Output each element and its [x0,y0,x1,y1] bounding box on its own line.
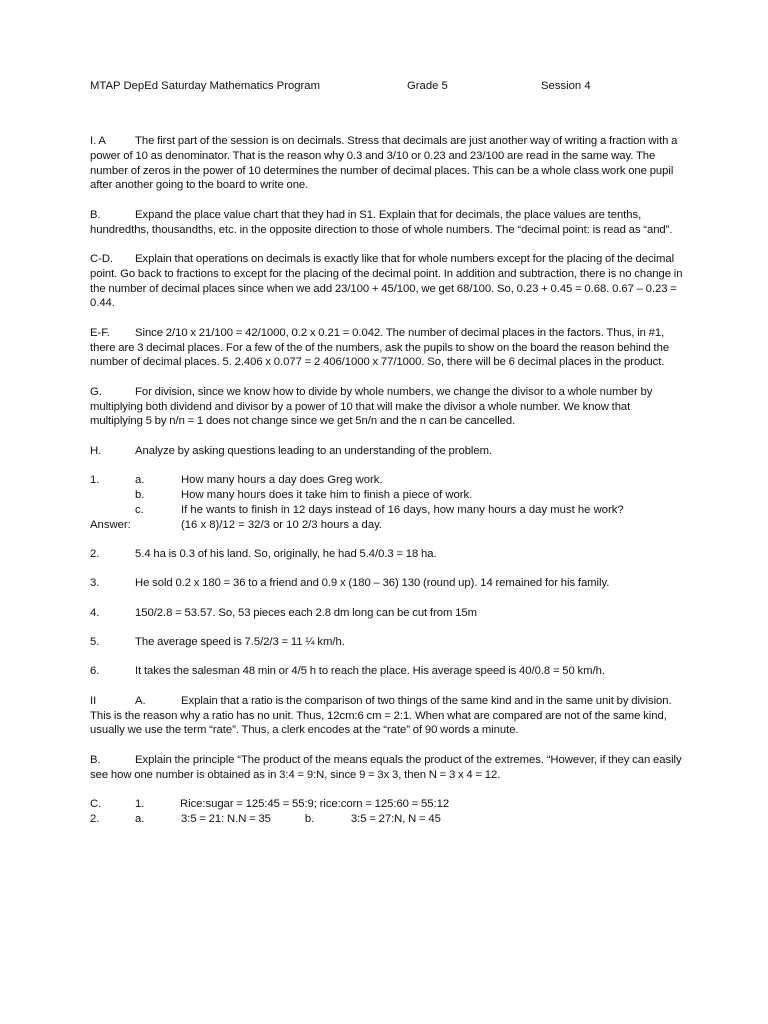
section-label: I. A [90,135,106,147]
item-text: Rice:sugar = 125:45 = 55:9; rice:corn = 125:60 = 55:12 [180,798,450,811]
program-title: MTAP DepEd Saturday Mathematics Program [90,80,321,92]
section-label: II [90,694,97,707]
section-label: G. [90,385,102,398]
item-text: 3:5 = 21: N.N = 35 [181,812,271,825]
section-text: Expand the place value chart that they had in S1. Explain that for decimals, the place values are tenths, hundredths, thousandths, etc. in the opposite direction to those of whole numbers. The “decimal point: is read as “and”. [90,208,673,236]
question-number: 5. [90,636,100,649]
subsection-label: A. [135,694,146,707]
item-letter: a. [135,812,145,825]
section-label: B. [90,208,101,221]
section-label: H. [90,444,102,457]
question-1-answer [90,518,684,533]
section-label: C. [90,798,102,811]
section-ii-a [90,694,684,738]
section-text: For division, since we know how to divide by whole numbers, we change the divisor to a whole number by multiplying both dividend and divisor by a power of 10 that will make the divisor a whole number. We know that multiplying 5 by n/n = 1 does not change since we get 5n/n and the n can be cancelled. [90,385,653,428]
question-number: 1. [90,474,100,487]
question-2 [90,547,684,562]
question-number: 3. [90,577,100,590]
section-text: Explain that operations on decimals is exactly like that for whole numbers except for the placing of the decimal point. Go back to fractions to except for the placing of the decimal point. In addition and subtraction, there is no change in the number of decimal places since when we add 23/100 + 45/100, we get 68/100. So, 0.23 + 0.45 = 0.68. 0.67 – 0.23 = 0.44. [90,252,683,310]
question-1b [90,488,684,503]
section-text: Explain the principle “The product of the means equals the product of the extremes. “However, if they can easily see how one number is obtained as in 3:4 = 9:N, since 9 = 3x 3, then N = 3 x 4 = 12. [90,753,682,781]
page-header [90,79,684,94]
question-4 [90,606,684,621]
question-6 [90,664,684,679]
question-letter: b. [135,488,145,501]
section-text: The first part of the session is on decimals. Stress that decimals are just another way of writing a fraction with a power of 10 as denominator. That is the reason why 0.3 and 3/10 or 0.23 and 23/100 are read in the same way. The number of zeros in the power of 10 determines the number of decimal places. This can be a whole class work one pupil after another going to the board to write one. [90,135,678,192]
question-text: If he wants to finish in 12 days instead of 16 days, how many hours a day must he work? [181,503,624,516]
question-text: 150/2.8 = 53.57. So, 53 pieces each 2.8 dm long can be cut from 15m [135,606,477,619]
question-letter: c. [135,503,144,516]
question-text: He sold 0.2 x 180 = 36 to a friend and 0.9 x (180 – 36) 130 (round up). 14 remained for his family. [135,577,610,590]
section-ii-c [90,797,684,812]
section-label: E-F. [90,326,110,339]
question-text: 5.4 ha is 0.3 of his land. So, originally, he had 5.4/0.3 = 18 ha. [135,547,437,560]
section-text: Analyze by asking questions leading to an understanding of the problem. [135,444,493,457]
question-1c [90,503,684,518]
section-text: Since 2/10 x 21/100 = 42/1000, 0.2 x 0.21 = 0.042. The number of decimal places in the factors. Thus, in #1, there are 3 decimal places. For a few of the of the numbers, ask the pupils to show on the board the reason behind the number of decimal places. 5. 2.406 x 0.077 = 2 406/1000 x 77/1000. So, there will be 6 decimal places in the product. [90,326,670,369]
item-number: 1. [135,798,145,811]
section-text: Explain that a ratio is the comparison of two things of the same kind and in the same unit by division. This is the reason why a ratio has no unit. Thus, 12cm:6 cm = 2:1. When what are compared are not of the same kind, usually we use the term “rate”. Thus, a clerk encodes at the “rate” of 90 words a minute. [90,694,672,737]
item-number: 2. [90,812,100,825]
question-text: It takes the salesman 48 min or 4/5 h to reach the place. His average speed is 40/0.8 = 50 km/h. [135,665,605,678]
document-page [90,79,684,827]
section-g [90,385,684,429]
section-ia [90,134,684,193]
section-label: C-D. [90,252,114,265]
item-letter: b. [304,812,315,825]
section-h [90,444,684,459]
question-text: How many hours a day does Greg work. [181,474,383,487]
question-1a [90,473,684,488]
grade-label: Grade 5 [407,80,448,92]
section-label: B. [90,753,101,766]
question-number: 2. [90,547,100,560]
question-3 [90,576,684,591]
answer-text: (16 x 8)/12 = 32/3 or 10 2/3 hours a day. [181,518,383,531]
section-b [90,208,684,238]
question-letter: a. [135,474,145,487]
question-number: 4. [90,606,100,619]
session-label: Session 4 [541,80,591,92]
section-cd [90,252,684,311]
question-5 [90,635,684,650]
section-ii-2 [90,812,684,827]
item-text: 3:5 = 27:N, N = 45 [350,812,441,825]
question-text: The average speed is 7.5/2/3 = 11 ¼ km/h. [135,636,345,649]
question-number: 6. [90,665,100,678]
section-ii-b [90,753,684,783]
section-ef [90,326,684,370]
question-1 [90,473,684,532]
answer-label: Answer: [90,518,131,531]
question-text: How many hours does it take him to finish a piece of work. [181,488,473,501]
